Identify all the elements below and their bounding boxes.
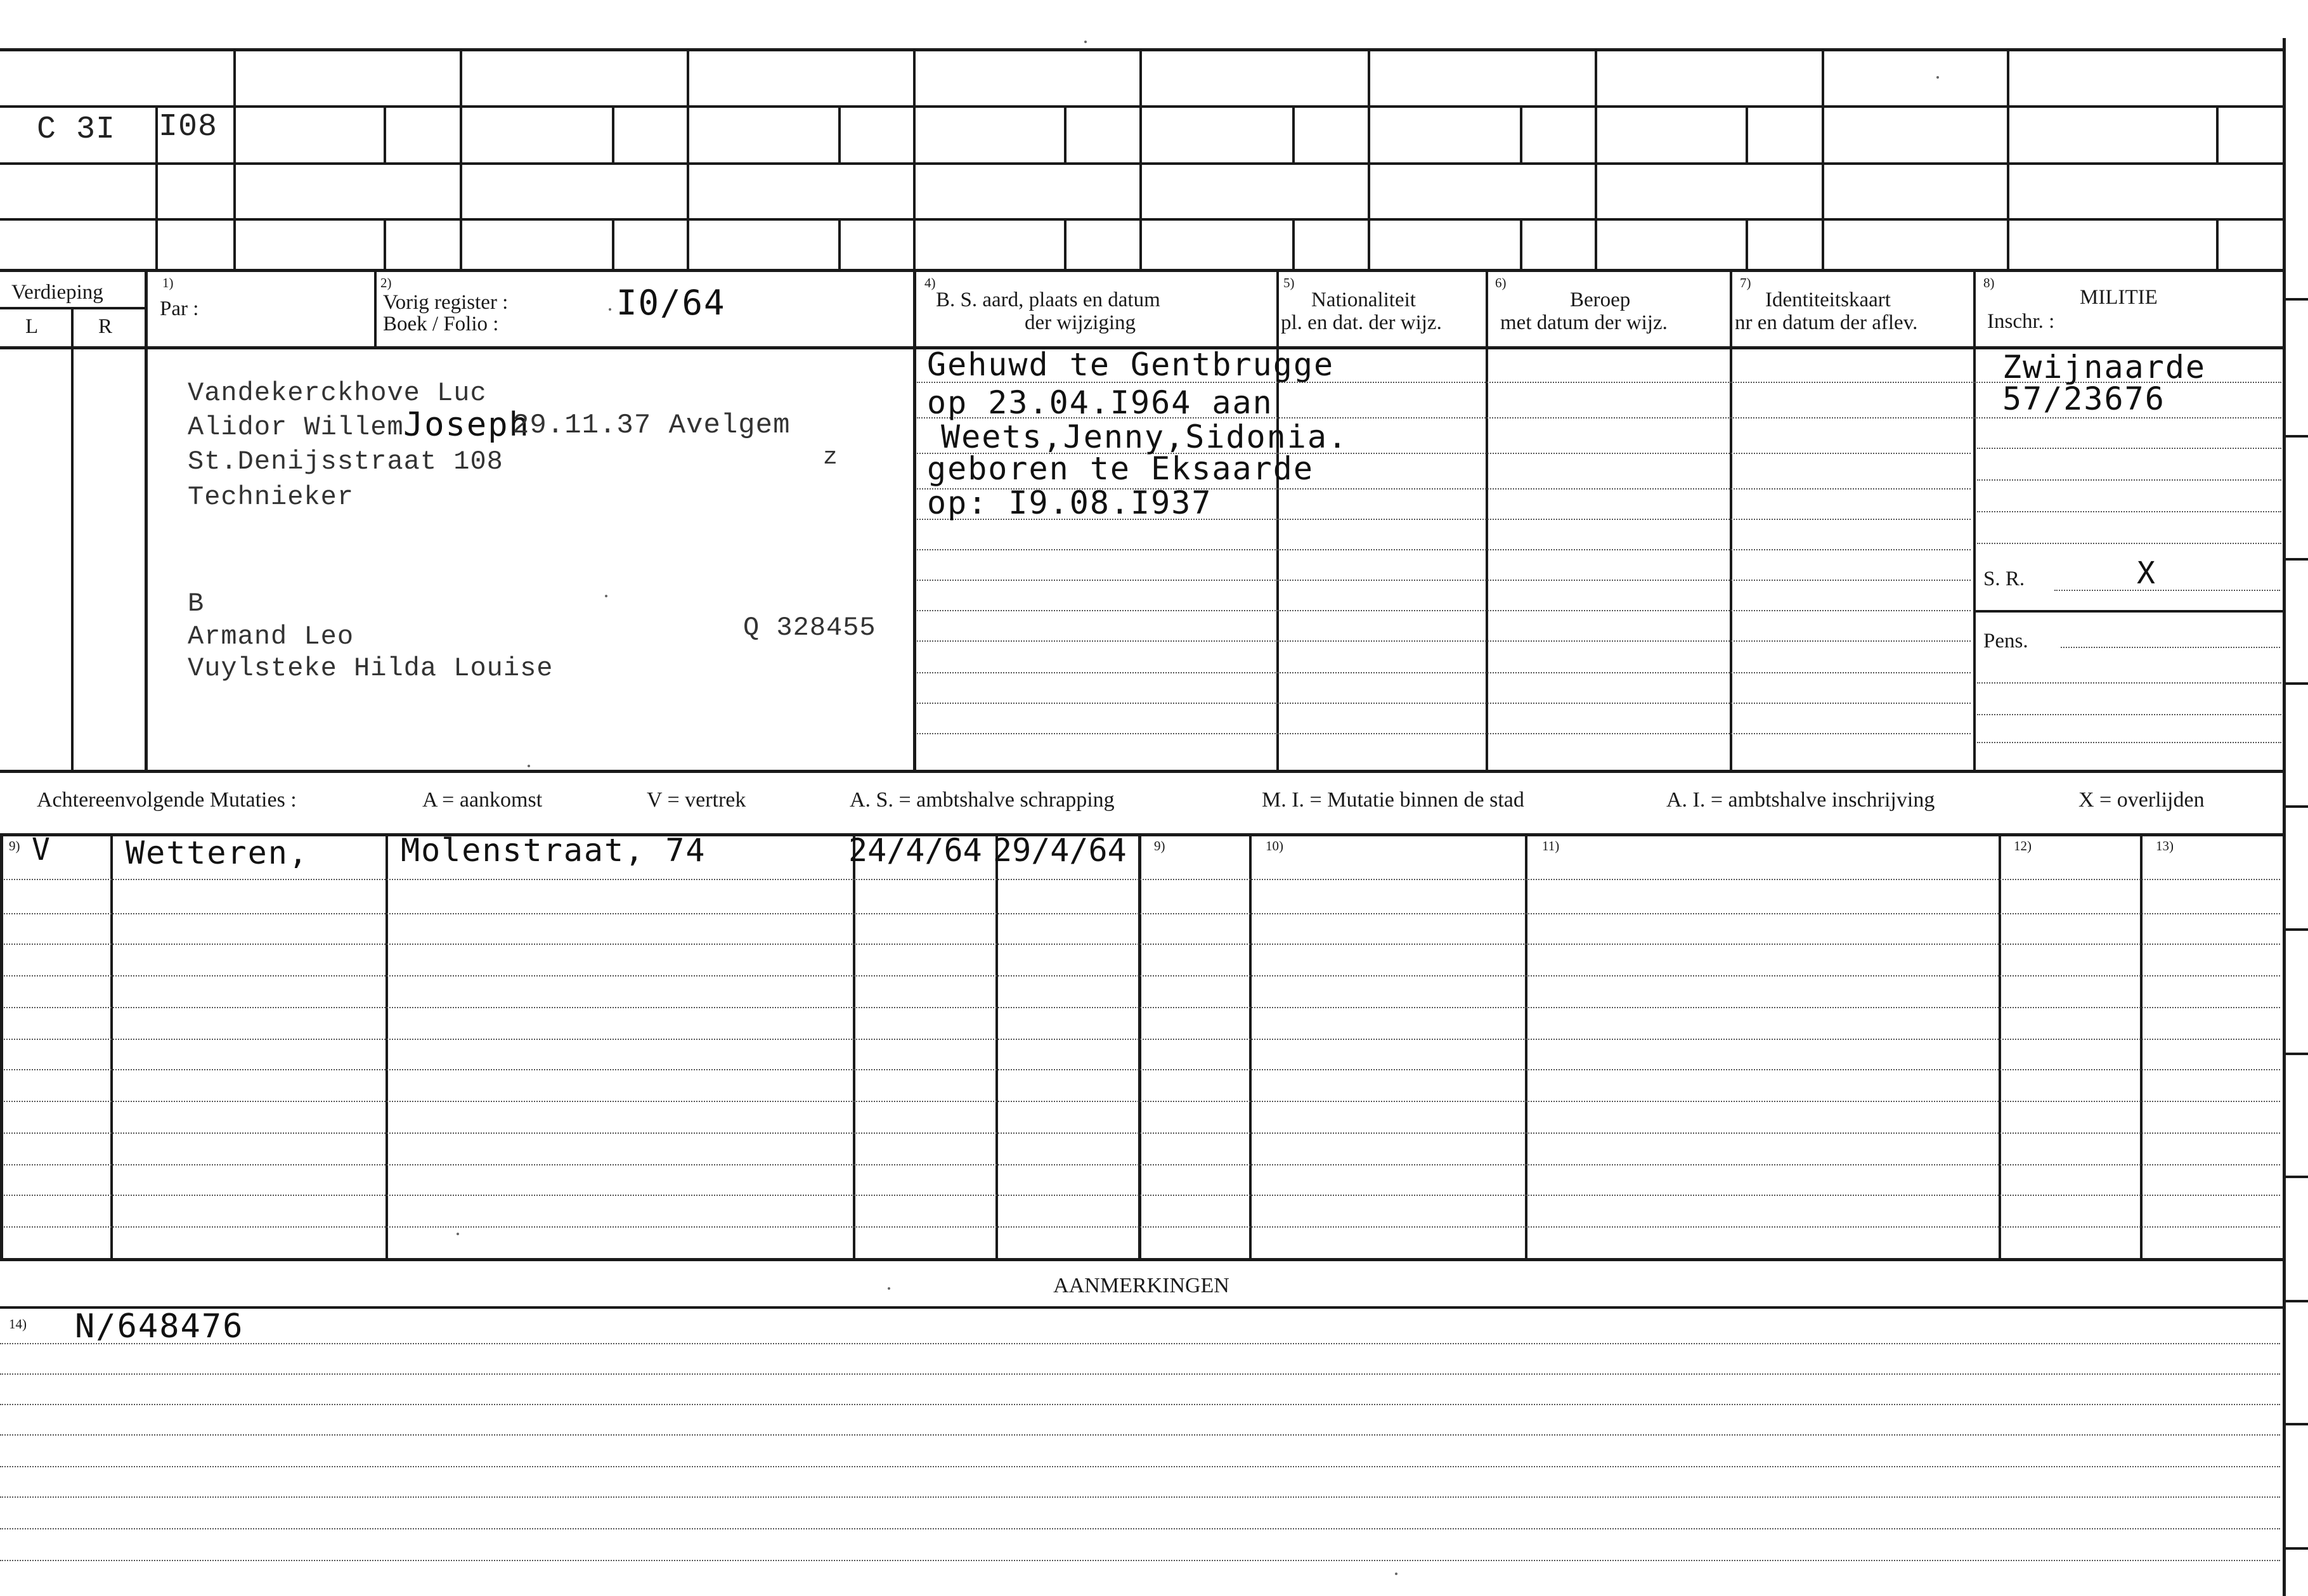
- grid-line: [145, 270, 148, 771]
- grid-line: [913, 270, 916, 771]
- dotted-rule: [1977, 543, 2281, 544]
- legend-v: V = vertrek: [647, 788, 746, 812]
- dotted-rule: [0, 1373, 2280, 1375]
- margin-tick: [2285, 1053, 2308, 1055]
- grid-line: [1973, 270, 1976, 771]
- dotted-rule: [0, 1434, 2280, 1436]
- margin-tick: [2285, 1300, 2308, 1302]
- grid-line: [838, 105, 841, 162]
- scan-speck: [1936, 76, 1939, 79]
- margin-tick: [2285, 435, 2308, 438]
- dotted-rule: [0, 1496, 2280, 1498]
- dotted-rule: [917, 733, 1971, 734]
- militia-place: Zwijnaarde: [2002, 349, 2207, 386]
- mutation-city: Wetteren,: [126, 834, 309, 871]
- militia-label: MILITIE: [2080, 286, 2158, 309]
- dotted-rule: [4, 1007, 2280, 1008]
- grid-line: [687, 48, 689, 270]
- scan-speck: [457, 1233, 459, 1235]
- dotted-rule: [917, 672, 1971, 673]
- dotted-rule: [1977, 479, 2281, 481]
- footnote-num: 12): [2014, 838, 2032, 853]
- legend-mi: M. I. = Mutatie binnen de stad: [1262, 788, 1524, 812]
- nationality-label: Nationaliteit: [1311, 289, 1416, 311]
- grid-line: [1276, 270, 1279, 771]
- person-address: St.Denijsstraat 108: [188, 446, 503, 477]
- par-label: Par :: [160, 297, 199, 320]
- margin-tick: [2285, 805, 2308, 808]
- mother-name: Vuylsteke Hilda Louise: [188, 653, 554, 684]
- dotted-rule: [4, 1069, 2280, 1070]
- dotted-rule: [917, 640, 1971, 642]
- grid-line: [71, 307, 74, 771]
- dotted-rule: [4, 1164, 2280, 1165]
- legend-ai: A. I. = ambtshalve inschrijving: [1666, 788, 1935, 812]
- dotted-rule: [917, 610, 1971, 611]
- grid-line: [155, 105, 158, 270]
- sr-label: S. R.: [1983, 568, 2025, 590]
- scan-speck: [1084, 41, 1087, 43]
- footnote-num: 6): [1495, 275, 1507, 290]
- footnote-num: 1): [162, 275, 174, 290]
- floor-label: Verdieping: [11, 281, 103, 304]
- person-given-name-extra: Joseph: [403, 406, 530, 444]
- id-card-label: Identiteitskaart: [1765, 289, 1891, 311]
- grid-line: [374, 270, 377, 346]
- footnote-num: 4): [924, 275, 936, 290]
- civil-status-line: op: I9.08.I937: [927, 484, 1212, 521]
- pens-label: Pens.: [1983, 630, 2028, 652]
- grid-line: [233, 48, 236, 270]
- dotted-rule: [1977, 448, 2281, 449]
- father-code: Q 328455: [743, 613, 876, 643]
- floor-left: L: [25, 315, 39, 338]
- right-border: [2283, 38, 2286, 1596]
- margin-tick: [2285, 1547, 2308, 1550]
- footnote-num: 10): [1266, 838, 1283, 853]
- footnote-num: 2): [380, 275, 392, 290]
- dotted-rule: [4, 913, 2280, 914]
- grid-line: [1292, 218, 1295, 270]
- civil-status-line: op 23.04.I964 aan: [927, 384, 1273, 421]
- margin-tick: [2285, 1423, 2308, 1425]
- grid-line: [384, 105, 386, 162]
- grid-line: [2216, 218, 2219, 270]
- id-card-label-2: nr en datum der aflev.: [1735, 311, 1918, 334]
- dotted-rule: [4, 1195, 2280, 1196]
- dotted-rule: [917, 580, 1971, 581]
- margin-tick: [2285, 298, 2308, 301]
- dotted-rule: [0, 1343, 2280, 1344]
- prev-register-sub: Boek / Folio :: [383, 313, 499, 335]
- bs-label: B. S. aard, plaats en datum: [936, 289, 1160, 311]
- dotted-rule: [1977, 714, 2281, 715]
- dotted-rule: [4, 1101, 2280, 1102]
- grid-line: [1520, 105, 1522, 162]
- footnote-num: 13): [2156, 838, 2174, 853]
- grid-line: [0, 1258, 2283, 1261]
- nationality-label-2: pl. en dat. der wijz.: [1281, 311, 1442, 334]
- grid-line: [1292, 105, 1295, 162]
- dotted-rule: [4, 975, 2280, 976]
- dotted-rule: [4, 1226, 2280, 1228]
- dotted-rule: [2061, 647, 2280, 648]
- person-occupation: Technieker: [188, 482, 354, 512]
- legend-x: X = overlijden: [2078, 788, 2205, 812]
- scan-speck: [528, 765, 530, 767]
- civil-status-line: Weets,Jenny,Sidonia.: [941, 418, 1349, 455]
- grid-line: [1520, 218, 1522, 270]
- profession-label-2: met datum der wijz.: [1500, 311, 1668, 334]
- dotted-rule: [2054, 590, 2280, 591]
- grid-line: [838, 218, 841, 270]
- grid-line: [0, 833, 3, 1261]
- grid-line: [1974, 610, 2283, 613]
- grid-line: [384, 218, 386, 270]
- grid-line: [460, 48, 462, 270]
- margin-tick: [2285, 928, 2308, 931]
- grid-line: [2007, 48, 2009, 270]
- dotted-rule: [4, 1132, 2280, 1134]
- mutation-date-1: 24/4/64: [848, 832, 982, 869]
- grid-line: [2216, 105, 2219, 162]
- person-birth: 29.11.37 Avelgem: [512, 410, 791, 441]
- grid-line: [0, 1306, 2283, 1309]
- person-name: Vandekerckhove Luc: [188, 378, 487, 408]
- dotted-rule: [0, 1404, 2280, 1405]
- footnote-num: 5): [1283, 275, 1295, 290]
- floor-right: R: [98, 315, 113, 338]
- grid-line: [1730, 270, 1732, 771]
- margin-tick: [2285, 558, 2308, 561]
- grid-line: [1368, 48, 1370, 270]
- scan-speck: [1395, 1573, 1397, 1575]
- profession-label: Beroep: [1570, 289, 1631, 311]
- bs-label-2: der wijziging: [1025, 311, 1136, 334]
- dotted-rule: [1977, 511, 2281, 512]
- footnote-num: 14): [9, 1316, 27, 1332]
- footnote-num: 9): [9, 838, 20, 853]
- ref-code: C 3I: [37, 112, 116, 148]
- person-given-names: Alidor Willem: [188, 412, 404, 443]
- prev-register-label: Vorig register :: [383, 291, 509, 314]
- militia-inschr-label: Inschr. :: [1987, 310, 2055, 333]
- civil-status-line: Gehuwd te Gentbrugge: [927, 346, 1335, 383]
- dotted-rule: [4, 879, 2280, 880]
- grid-line: [1595, 48, 1597, 270]
- grid-line: [1064, 218, 1066, 270]
- grid-line: [0, 833, 2283, 836]
- dotted-rule: [0, 1560, 2280, 1561]
- dotted-rule: [0, 1466, 2280, 1467]
- grid-line: [1746, 105, 1748, 162]
- grid-line: [0, 307, 147, 309]
- father-name: Armand Leo: [188, 621, 354, 652]
- legend-a: A = aankomst: [422, 788, 543, 812]
- grid-line: [0, 770, 2283, 773]
- footnote-num: 8): [1983, 275, 1995, 290]
- footnote-num: 9): [1154, 838, 1165, 853]
- margin-tick: [2285, 682, 2308, 685]
- dotted-rule: [4, 1039, 2280, 1040]
- grid-line: [1139, 48, 1142, 270]
- grid-line: [612, 218, 614, 270]
- scan-speck: [605, 595, 607, 597]
- margin-tick: [2285, 1176, 2308, 1178]
- dotted-rule: [1977, 682, 2281, 684]
- remarks-title: AANMERKINGEN: [1053, 1274, 1229, 1297]
- footnote-num: 7): [1740, 275, 1751, 290]
- mark-z: z: [823, 444, 838, 471]
- sr-value: X: [2137, 555, 2156, 591]
- mutation-street: Molenstraat, 74: [401, 832, 706, 869]
- dotted-rule: [0, 1528, 2280, 1529]
- grid-line: [612, 105, 614, 162]
- legend-title: Achtereenvolgende Mutaties :: [37, 788, 297, 812]
- mark-b: B: [188, 588, 205, 619]
- dotted-rule: [1977, 742, 2281, 743]
- grid-line: [1064, 105, 1066, 162]
- mutation-date-2: 29/4/64: [993, 832, 1127, 869]
- grid-line: [1486, 270, 1488, 771]
- ref-number: I08: [159, 109, 218, 145]
- grid-line: [1822, 48, 1824, 270]
- remarks-text: N/648476: [75, 1307, 244, 1346]
- scan-speck: [888, 1287, 890, 1290]
- dotted-rule: [917, 549, 1971, 550]
- dotted-rule: [4, 944, 2280, 945]
- grid-line: [1746, 218, 1748, 270]
- prev-register-value: I0/64: [616, 283, 726, 323]
- dotted-rule: [917, 703, 1971, 704]
- legend-as: A. S. = ambtshalve schrapping: [850, 788, 1115, 812]
- militia-number: 57/23676: [2002, 380, 2165, 417]
- mutation-type: V: [32, 832, 51, 867]
- grid-line: [913, 48, 916, 270]
- scan-speck: [609, 308, 611, 311]
- civil-status-line: geboren te Eksaarde: [927, 450, 1314, 487]
- footnote-num: 11): [1542, 838, 1560, 853]
